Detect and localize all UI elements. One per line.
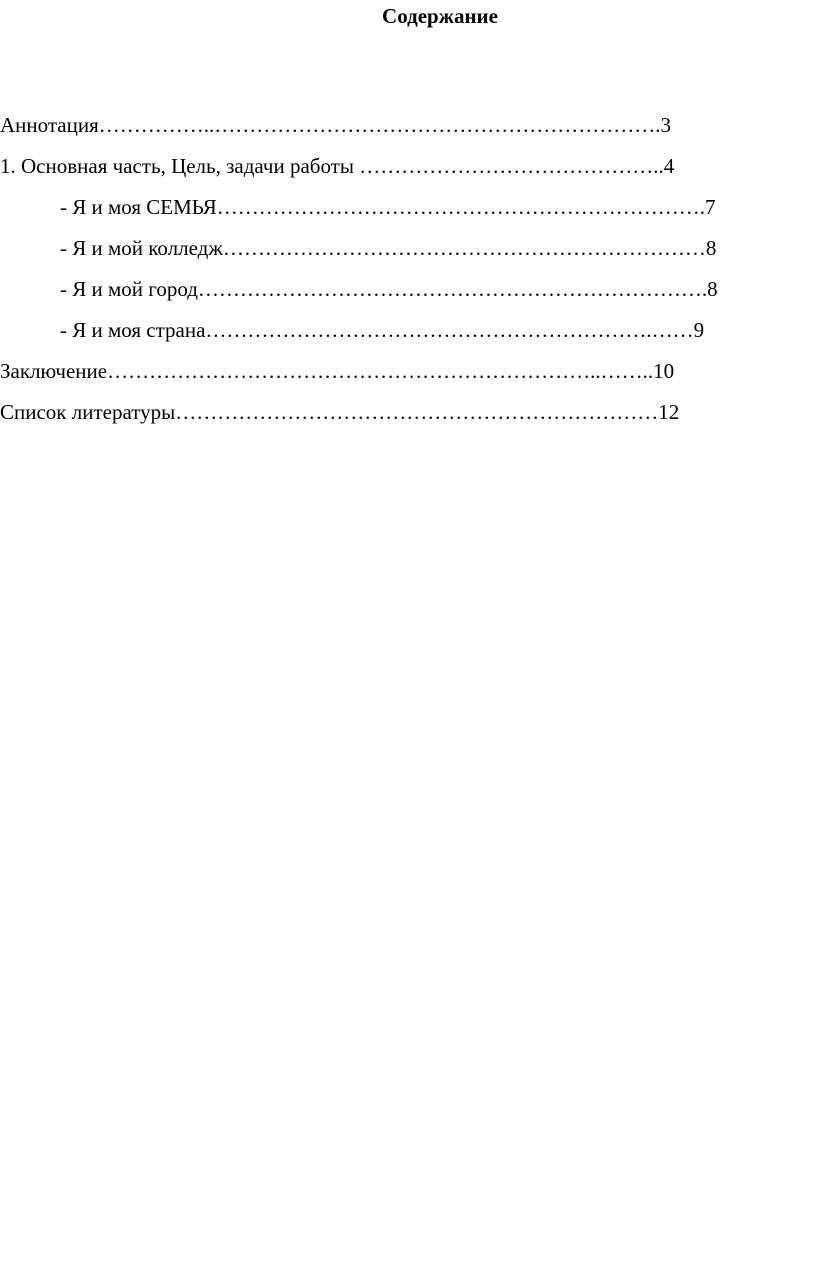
- table-of-contents: [0, 111, 816, 439]
- page-title: Содержание: [382, 4, 498, 28]
- toc-entry-text: - Я и моя СЕМЬЯ…………………………………………………………….7: [60, 195, 716, 219]
- toc-entry-text: Список литературы……………………………………………………………12: [0, 400, 680, 424]
- toc-entry-text: Заключение……………………………………………………………..……..10: [0, 359, 675, 383]
- toc-entry-text: - Я и мой колледж……………………………………………………………8: [60, 236, 717, 260]
- toc-entry-annotation: [0, 111, 816, 152]
- toc-entry-text: - Я и мой город……………………………………………………………….8: [60, 277, 718, 301]
- toc-entry-city: [0, 275, 816, 316]
- toc-entry-text: 1. Основная часть, Цель, задачи работы ……………………………………..4: [0, 154, 675, 178]
- toc-entry-college: [0, 234, 816, 275]
- toc-entry-text: - Я и моя страна……………………………………………………….……9: [60, 318, 705, 342]
- toc-entry-country: [0, 316, 816, 357]
- toc-entry-conclusion: [0, 357, 816, 398]
- toc-entry-family: [0, 193, 816, 234]
- toc-entry-references: [0, 398, 816, 439]
- toc-entry-main-part: [0, 152, 816, 193]
- toc-entry-text: Аннотация……………..……………………………………………………….3: [0, 113, 672, 137]
